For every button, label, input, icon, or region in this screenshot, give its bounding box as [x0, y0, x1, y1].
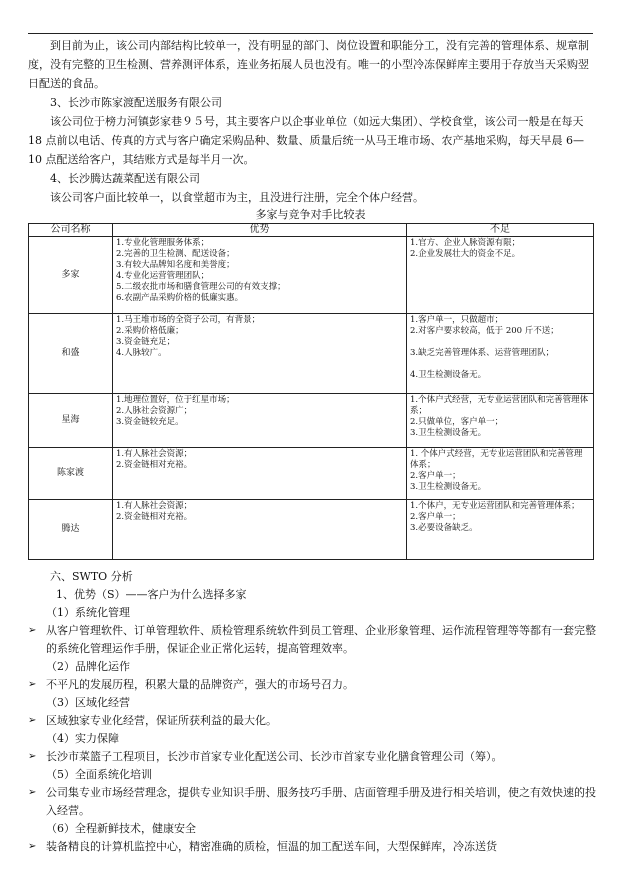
pros-line: 1.专业化管理服务体系； [116, 238, 210, 248]
header-company: 公司名称 [29, 224, 113, 237]
section-heading-4: 4、长沙腾达蔬菜配送有限公司 [50, 172, 200, 185]
cons-line: 1.官方、企业人脉资源有限； [410, 238, 521, 248]
arrow-bullet-icon: ➢ [28, 679, 37, 690]
swot-subheading: 1、优势（S）——客户为什么选择多家 [56, 588, 247, 601]
swot-item-title: （4）实力保障 [46, 732, 119, 745]
swot-bullet-text: 区域独家专业化经营，保证所获利益的最大化。 [46, 714, 277, 727]
table-row [29, 448, 594, 500]
pros-cell [113, 314, 407, 394]
comparison-table [28, 223, 594, 560]
pros-cell [113, 500, 407, 560]
table-title: 多家与竞争对手比较表 [255, 208, 366, 221]
cons-line: 3.卫生检测设备无。 [410, 428, 487, 438]
pros-line: 1.马王堆市场的全资子公司，有背景； [116, 315, 261, 325]
cons-line: 3.缺乏完善管理体系、运营管理团队； [410, 348, 555, 358]
swot-bullet-text: 不平凡的发展历程，积累大量的品牌资产，强大的市场号召力。 [46, 678, 354, 691]
table-row [29, 314, 594, 394]
pros-cell [113, 448, 407, 500]
swot-bullet [28, 676, 598, 694]
cons-cell [407, 394, 594, 448]
cons-line: 4.卫生检测设备无。 [410, 370, 487, 380]
cons-line: 2.对客户要求较高，低于 200 斤不送； [410, 326, 559, 336]
pros-line: 4.专业化运营管理团队； [116, 271, 210, 281]
pros-line: 3.资金链充足； [116, 337, 176, 347]
swot-item-title: （2）品牌化运作 [46, 660, 130, 673]
pros-line: 6.农副产品采购价格的低廉实惠。 [116, 293, 244, 303]
pros-line: 1.地理位置好，位于红星市场； [116, 395, 235, 405]
pros-line: 2.资金链相对充裕。 [116, 460, 193, 470]
pros-line: 3.有较大品牌知名度和美誉度； [116, 260, 235, 270]
pros-line: 2.人脉社会资源广； [116, 406, 193, 416]
swot-bullet [28, 748, 598, 766]
arrow-bullet-icon: ➢ [28, 625, 37, 636]
swot-bullet [28, 784, 598, 820]
pros-line: 2.资金链相对充裕。 [116, 512, 193, 522]
cons-cell [407, 448, 594, 500]
swot-bullet-text: 长沙市菜篮子工程项目，长沙市首家专业化配送公司、长沙市首家专业化膳食管理公司（筹）。 [46, 750, 503, 763]
pros-cell [113, 237, 407, 314]
intro-paragraph-1: 到目前为止，该公司内部结构比较单一，没有明显的部门、岗位设置和职能分工，没有完善的管理体系、规章制度，没有完整的卫生检测、营养测评体系，连业务拓展人员也没有。唯一的小型冷冻保鲜库主要用于存放当天采购翌日配送的食品。 [28, 39, 589, 90]
header-cons: 不足 [407, 224, 594, 237]
cons-line: 1.个体户式经营，无专业运营团队和完善管理体系； [410, 395, 589, 416]
intro-paragraph-3: 该公司客户面比较单一，以食堂超市为主，且没进行注册，完全个体户经营。 [50, 191, 424, 204]
swot-item-title: （6）全程新鲜技术，健康安全 [46, 822, 196, 835]
pros-line: 1.有人脉社会资源； [116, 449, 193, 459]
intro-section [28, 36, 593, 207]
cons-line: 2.客户单一； [410, 512, 461, 522]
company-name-cell: 多家 [29, 237, 113, 314]
swot-bullet-text: 公司集专业市场经营理念，提供专业知识手册、服务技巧手册、店面管理手册及进行相关培训，使之有效快速的投入经营。 [46, 786, 596, 817]
cons-line: 1. 个体户式经营，无专业运营团队和完善管理体系； [410, 449, 583, 470]
intro-paragraph-2: 该公司位于榜力河镇彭家巷９５号，其主要客户以企事业单位（如远大集团）、学校食堂，该公司一般是在每天 18 点前以电话、传真的方式与客户确定采购品种、数量、质量后统一从马王堆市场、农产基地采购，每天早晨 6—10 点配送给客户，其结账方式是每半月一次。 [28, 115, 584, 166]
header-pros: 优势 [113, 224, 407, 237]
table-header-row [29, 224, 594, 237]
section-heading-3: 3、长沙市陈家渡配送服务有限公司 [50, 96, 222, 109]
table-row [29, 500, 594, 560]
cons-cell [407, 314, 594, 394]
arrow-bullet-icon: ➢ [28, 751, 37, 762]
arrow-bullet-icon: ➢ [28, 715, 37, 726]
pros-line: 1.有人脉社会资源； [116, 501, 193, 511]
swot-bullet-text: 装备精良的计算机监控中心，精密准确的质检，恒温的加工配送车间，大型保鲜库，冷冻送货 [46, 840, 497, 853]
swot-section [28, 568, 598, 856]
arrow-bullet-icon: ➢ [28, 841, 37, 852]
cons-line: 2.客户单一； [410, 471, 461, 481]
table-row [29, 394, 594, 448]
swot-item-title: （1）系统化管理 [46, 606, 130, 619]
pros-line: 2.完善的卫生检测、配送设备； [116, 249, 235, 259]
swot-bullet-text: 从客户管理软件、订单管理软件、质检管理系统软件到员工管理、企业形象管理、运作流程管理等等都有一套完整的系统化管理运作手册，保证企业正常化运转，提高管理效率。 [46, 624, 596, 655]
swot-bullet [28, 838, 598, 856]
cons-line: 1.客户单一，只做超市； [410, 315, 504, 325]
arrow-bullet-icon: ➢ [28, 787, 37, 798]
cons-line: 3.卫生检测设备无。 [410, 482, 487, 492]
cons-line [410, 337, 590, 348]
cons-line: 2.企业发展壮大的资金不足。 [410, 249, 521, 259]
company-name-cell: 腾达 [29, 500, 113, 560]
swot-bullet [28, 712, 598, 730]
company-name-cell: 陈家渡 [29, 448, 113, 500]
swot-bullet [28, 622, 598, 658]
pros-cell [113, 394, 407, 448]
comparison-table-section [28, 207, 593, 560]
pros-line: 4.人脉较广。 [116, 348, 167, 358]
cons-line: 3.必要设备缺乏。 [410, 523, 478, 533]
swot-item-title: （3）区域化经营 [46, 696, 130, 709]
table-row [29, 237, 594, 314]
pros-line: 3.资金链较充足。 [116, 417, 184, 427]
company-name-cell: 和盛 [29, 314, 113, 394]
pros-line: 5.二级农批市场和膳食管理公司的有效支撑； [116, 282, 286, 292]
cons-line: 2.只做单位，客户单一； [410, 417, 504, 427]
cons-line [410, 359, 590, 370]
cons-cell [407, 500, 594, 560]
pros-line: 2.采购价格低廉； [116, 326, 184, 336]
swot-item-title: （5）全面系统化培训 [46, 768, 152, 781]
top-rule [28, 33, 593, 34]
cons-cell [407, 237, 594, 314]
swot-heading: 六、SWTO 分析 [50, 570, 133, 583]
company-name-cell: 星海 [29, 394, 113, 448]
cons-line: 1.个体户，无专业运营团队和完善管理体系； [410, 501, 580, 511]
